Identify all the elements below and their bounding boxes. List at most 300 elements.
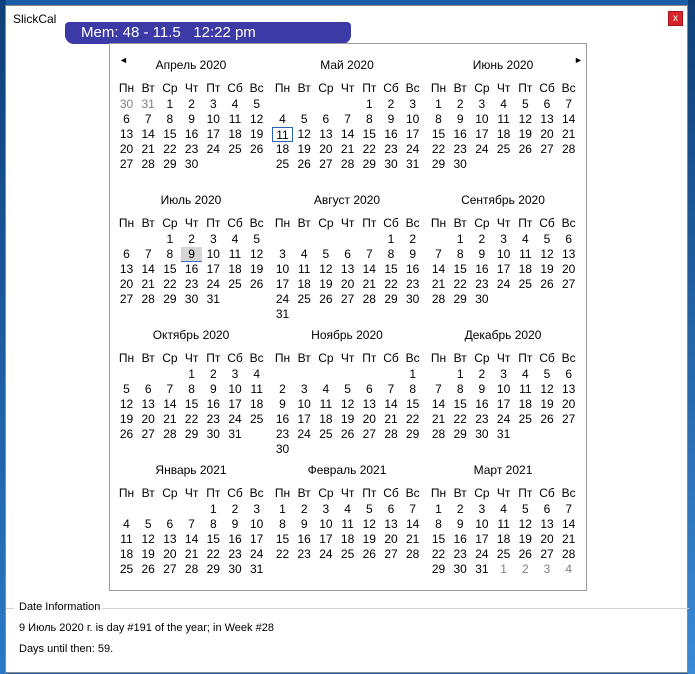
day-cell[interactable]: 28 [562, 142, 576, 156]
day-cell[interactable]: 4 [231, 232, 239, 246]
day-cell[interactable]: 23 [297, 547, 311, 561]
day-cell[interactable]: 26 [319, 292, 333, 306]
day-cell[interactable]: 18 [228, 262, 242, 276]
day-cell[interactable]: 30 [406, 292, 420, 306]
day-cell[interactable]: 29 [453, 292, 467, 306]
day-cell[interactable]: 15 [163, 262, 177, 276]
day-cell[interactable]: 26 [362, 547, 376, 561]
day-cell[interactable]: 2 [231, 502, 239, 516]
day-cell[interactable]: 31 [275, 307, 290, 321]
day-cell[interactable]: 1 [365, 97, 373, 111]
day-cell[interactable]: 10 [406, 112, 420, 126]
day-cell[interactable]: 23 [384, 142, 398, 156]
day-cell[interactable]: 29 [362, 157, 376, 171]
day-cell[interactable]: 15 [453, 397, 467, 411]
day-cell[interactable]: 15 [275, 532, 290, 546]
day-cell[interactable]: 11 [297, 262, 311, 276]
day-cell[interactable]: 14 [431, 397, 446, 411]
day-cell[interactable]: 18 [496, 127, 511, 141]
day-cell[interactable]: 17 [475, 532, 489, 546]
day-cell[interactable]: 29 [184, 427, 199, 441]
day-cell[interactable]: 8 [188, 382, 195, 396]
day-cell[interactable]: 21 [184, 547, 199, 561]
day-cell[interactable]: 15 [384, 262, 398, 276]
day-cell[interactable]: 18 [518, 397, 532, 411]
day-cell[interactable]: 21 [562, 532, 576, 546]
day-cell[interactable]: 13 [119, 127, 134, 141]
day-cell[interactable]: 11 [519, 382, 532, 396]
day-cell[interactable]: 4 [500, 502, 507, 516]
day-cell[interactable]: 22 [384, 277, 398, 291]
day-cell[interactable]: 12 [518, 517, 532, 531]
day-cell[interactable]: 4 [344, 502, 351, 516]
day-cell[interactable]: 22 [453, 277, 467, 291]
day-cell[interactable]: 14 [163, 397, 177, 411]
day-cell[interactable]: 2 [456, 97, 464, 111]
day-cell[interactable]: 26 [250, 142, 264, 156]
day-cell[interactable]: 13 [141, 397, 155, 411]
day-cell[interactable]: 17 [206, 127, 220, 141]
day-cell[interactable]: 19 [518, 532, 532, 546]
day-cell[interactable]: 18 [518, 262, 532, 276]
day-cell[interactable]: 12 [540, 382, 554, 396]
day-cell[interactable]: 5 [521, 502, 529, 516]
day-cell[interactable]: 8 [456, 247, 464, 261]
day-cell[interactable]: 9 [387, 112, 395, 126]
day-cell[interactable]: 8 [435, 112, 442, 126]
day-cell[interactable]: 17 [496, 397, 511, 411]
day-cell[interactable]: 22 [184, 412, 199, 426]
day-cell[interactable]: 2 [456, 502, 464, 516]
day-cell[interactable]: 17 [319, 532, 333, 546]
day-cell[interactable]: 8 [409, 382, 417, 396]
day-cell[interactable]: 16 [406, 262, 420, 276]
day-cell[interactable]: 20 [119, 142, 134, 156]
day-cell[interactable]: 5 [253, 232, 261, 246]
prev-month-arrow-icon[interactable]: ◄ [119, 55, 128, 65]
day-cell[interactable]: 12 [297, 127, 311, 141]
day-cell[interactable]: 22 [163, 277, 177, 291]
day-cell[interactable]: 6 [387, 502, 395, 516]
day-cell[interactable]: 21 [431, 277, 446, 291]
day-cell[interactable]: 19 [250, 262, 264, 276]
day-cell[interactable]: 20 [540, 532, 554, 546]
day-cell[interactable]: 2 [188, 232, 195, 246]
day-cell[interactable]: 27 [119, 157, 134, 171]
day-cell[interactable]: 31 [250, 562, 264, 576]
day-cell[interactable]: 9 [188, 112, 195, 126]
day-cell[interactable]: 1 [435, 97, 442, 111]
day-cell[interactable]: 13 [319, 127, 333, 141]
day-cell[interactable]: 12 [362, 517, 376, 531]
day-cell[interactable]: 4 [253, 367, 261, 381]
day-cell[interactable]: 9 [478, 382, 486, 396]
day-cell[interactable]: 29 [406, 427, 420, 441]
day-cell[interactable]: 16 [206, 397, 220, 411]
day-cell[interactable]: 27 [562, 277, 576, 291]
day-cell[interactable]: 9 [209, 382, 217, 396]
day-cell[interactable]: 6 [322, 112, 330, 126]
day-cell[interactable]: 26 [540, 277, 554, 291]
day-cell[interactable]: 20 [340, 277, 355, 291]
day-cell[interactable]: 31 [228, 427, 242, 441]
day-cell[interactable]: 16 [297, 532, 311, 546]
day-cell[interactable]: 8 [387, 247, 395, 261]
day-cell[interactable]: 18 [496, 532, 511, 546]
day-cell[interactable]: 1 [409, 367, 417, 381]
day-cell[interactable]: 15 [184, 397, 199, 411]
day-cell[interactable]: 3 [300, 382, 308, 396]
day-cell[interactable]: 24 [297, 427, 311, 441]
day-cell[interactable]: 15 [431, 532, 446, 546]
adjacent-month-day-cell[interactable]: 1 [500, 562, 507, 576]
day-cell[interactable]: 3 [478, 97, 486, 111]
day-cell[interactable]: 10 [475, 517, 489, 531]
day-cell[interactable]: 17 [297, 412, 311, 426]
day-cell[interactable]: 17 [496, 262, 511, 276]
day-cell[interactable]: 25 [518, 277, 532, 291]
day-cell[interactable]: 10 [475, 112, 489, 126]
day-cell[interactable]: 23 [453, 547, 467, 561]
day-cell[interactable]: 27 [340, 292, 355, 306]
day-cell[interactable]: 12 [340, 397, 355, 411]
day-cell[interactable]: 2 [300, 502, 308, 516]
day-cell[interactable]: 7 [166, 382, 174, 396]
day-cell[interactable]: 20 [562, 397, 576, 411]
day-cell[interactable]: 17 [406, 127, 420, 141]
day-cell[interactable]: 30 [184, 157, 199, 171]
day-cell[interactable]: 19 [540, 397, 554, 411]
day-cell[interactable]: 17 [475, 127, 489, 141]
day-cell[interactable]: 22 [431, 547, 446, 561]
day-cell[interactable]: 12 [250, 112, 264, 126]
day-cell[interactable]: 2 [209, 367, 217, 381]
day-cell[interactable]: 4 [300, 247, 308, 261]
day-cell[interactable]: 12 [141, 532, 155, 546]
day-cell[interactable]: 7 [144, 112, 152, 126]
day-cell[interactable]: 29 [431, 562, 446, 576]
day-cell[interactable]: 3 [478, 502, 486, 516]
day-cell[interactable]: 8 [279, 517, 286, 531]
day-cell[interactable]: 24 [228, 412, 242, 426]
day-cell[interactable]: 27 [540, 142, 554, 156]
day-cell[interactable]: 20 [384, 532, 398, 546]
adjacent-month-day-cell[interactable]: 30 [119, 97, 134, 111]
day-cell[interactable]: 21 [141, 277, 155, 291]
day-cell[interactable]: 21 [431, 412, 446, 426]
day-cell[interactable]: 15 [453, 262, 467, 276]
day-cell[interactable]: 23 [475, 412, 489, 426]
day-cell[interactable]: 19 [319, 277, 333, 291]
day-cell[interactable]: 1 [456, 232, 464, 246]
day-cell[interactable]: 22 [453, 412, 467, 426]
day-cell[interactable]: 24 [475, 547, 489, 561]
day-cell[interactable]: 12 [119, 397, 134, 411]
day-cell[interactable]: 21 [163, 412, 177, 426]
day-cell[interactable]: 6 [144, 382, 152, 396]
day-cell[interactable]: 26 [250, 277, 264, 291]
day-cell[interactable]: 13 [119, 262, 134, 276]
adjacent-month-day-cell[interactable]: 4 [565, 562, 573, 576]
day-cell[interactable]: 20 [163, 547, 177, 561]
day-cell[interactable]: 9 [231, 517, 239, 531]
day-cell[interactable]: 14 [562, 517, 576, 531]
day-cell[interactable]: 23 [453, 142, 467, 156]
day-cell[interactable]: 25 [496, 547, 511, 561]
day-cell[interactable]: 10 [496, 382, 511, 396]
day-cell[interactable]: 28 [384, 427, 398, 441]
day-cell[interactable]: 16 [384, 127, 398, 141]
day-cell[interactable]: 14 [184, 532, 199, 546]
day-cell[interactable]: 30 [275, 442, 290, 456]
day-cell[interactable]: 30 [206, 427, 220, 441]
day-cell[interactable]: 1 [435, 502, 442, 516]
day-cell[interactable]: 30 [184, 292, 199, 306]
day-cell[interactable]: 7 [565, 502, 573, 516]
day-cell[interactable]: 6 [543, 97, 551, 111]
day-cell[interactable]: 25 [340, 547, 355, 561]
day-cell[interactable]: 26 [141, 562, 155, 576]
day-cell[interactable]: 26 [119, 427, 134, 441]
day-cell[interactable]: 13 [340, 262, 355, 276]
day-cell[interactable]: 18 [275, 142, 290, 156]
day-cell[interactable]: 28 [562, 547, 576, 561]
day-cell[interactable]: 13 [540, 112, 554, 126]
day-cell[interactable]: 25 [275, 157, 290, 171]
day-cell[interactable]: 28 [406, 547, 420, 561]
day-cell[interactable]: 16 [475, 262, 489, 276]
day-cell[interactable]: 23 [406, 277, 420, 291]
day-cell[interactable]: 20 [141, 412, 155, 426]
day-cell[interactable]: 5 [365, 502, 373, 516]
day-cell[interactable]: 11 [341, 517, 354, 531]
day-cell[interactable]: 14 [431, 262, 446, 276]
day-cell[interactable]: 11 [497, 112, 510, 126]
day-cell[interactable]: 4 [500, 97, 507, 111]
day-cell[interactable]: 6 [344, 247, 351, 261]
day-cell[interactable]: 3 [500, 232, 507, 246]
day-cell[interactable]: 30 [453, 562, 467, 576]
day-cell[interactable]: 14 [141, 127, 155, 141]
day-cell[interactable]: 27 [362, 427, 376, 441]
day-cell[interactable]: 12 [250, 247, 264, 261]
day-cell[interactable]: 7 [387, 382, 395, 396]
day-cell[interactable]: 3 [253, 502, 261, 516]
day-cell[interactable]: 10 [206, 112, 220, 126]
day-cell[interactable]: 10 [297, 397, 311, 411]
day-cell[interactable]: 6 [123, 247, 130, 261]
day-cell[interactable]: 21 [406, 532, 420, 546]
day-cell[interactable]: 4 [521, 232, 529, 246]
day-cell[interactable]: 24 [475, 142, 489, 156]
day-cell[interactable]: 9 [456, 112, 464, 126]
day-cell[interactable]: 9 [456, 517, 464, 531]
day-cell[interactable]: 17 [228, 397, 242, 411]
day-cell[interactable]: 12 [540, 247, 554, 261]
day-cell[interactable]: 21 [340, 142, 355, 156]
day-cell[interactable]: 18 [250, 397, 264, 411]
day-cell[interactable]: 7 [365, 247, 373, 261]
day-cell[interactable]: 14 [340, 127, 355, 141]
day-cell[interactable]: 10 [250, 517, 264, 531]
day-cell[interactable]: 14 [141, 262, 155, 276]
day-cell[interactable]: 7 [188, 517, 195, 531]
day-cell[interactable]: 20 [540, 127, 554, 141]
day-cell[interactable]: 9 [279, 397, 286, 411]
day-cell[interactable]: 2 [478, 367, 486, 381]
day-cell[interactable]: 15 [431, 127, 446, 141]
day-cell[interactable]: 16 [275, 412, 290, 426]
day-cell[interactable]: 14 [384, 397, 398, 411]
day-cell[interactable]: 19 [540, 262, 554, 276]
day-cell[interactable]: 8 [456, 382, 464, 396]
day-cell[interactable]: 25 [228, 142, 242, 156]
day-cell[interactable]: 21 [562, 127, 576, 141]
day-cell[interactable]: 1 [166, 232, 174, 246]
day-cell[interactable]: 14 [362, 262, 376, 276]
day-cell[interactable]: 15 [206, 532, 220, 546]
day-cell[interactable]: 6 [565, 232, 573, 246]
adjacent-month-day-cell[interactable]: 31 [141, 97, 155, 111]
day-cell[interactable]: 12 [518, 112, 532, 126]
day-cell[interactable]: 18 [319, 412, 333, 426]
day-cell[interactable]: 6 [565, 367, 573, 381]
day-cell[interactable]: 31 [406, 157, 420, 171]
day-cell[interactable]: 16 [453, 532, 467, 546]
day-cell[interactable]: 24 [250, 547, 264, 561]
day-cell[interactable]: 27 [141, 427, 155, 441]
day-cell[interactable]: 3 [231, 367, 239, 381]
day-cell[interactable]: 3 [322, 502, 330, 516]
day-cell[interactable]: 24 [406, 142, 420, 156]
day-cell[interactable]: 22 [206, 547, 220, 561]
day-cell[interactable]: 30 [475, 292, 489, 306]
day-cell[interactable]: 5 [521, 97, 529, 111]
day-cell[interactable]: 1 [387, 232, 395, 246]
day-cell[interactable]: 30 [228, 562, 242, 576]
day-cell[interactable]: 4 [279, 112, 286, 126]
day-cell[interactable]: 4 [231, 97, 239, 111]
day-cell[interactable]: 25 [297, 292, 311, 306]
day-cell[interactable]: 10 [319, 517, 333, 531]
day-cell[interactable]: 5 [144, 517, 152, 531]
day-cell[interactable]: 17 [206, 262, 220, 276]
day-cell[interactable]: 20 [119, 277, 134, 291]
day-cell[interactable]: 23 [184, 277, 199, 291]
day-cell[interactable]: 13 [540, 517, 554, 531]
day-cell[interactable]: 30 [475, 427, 489, 441]
day-cell[interactable]: 29 [384, 292, 398, 306]
day-cell[interactable]: 2 [387, 97, 395, 111]
day-cell[interactable]: 27 [163, 562, 177, 576]
day-cell[interactable]: 28 [431, 427, 446, 441]
day-cell[interactable]: 31 [496, 427, 511, 441]
day-cell[interactable]: 5 [123, 382, 130, 396]
day-cell[interactable]: 22 [406, 412, 420, 426]
day-cell[interactable]: 7 [409, 502, 417, 516]
day-cell[interactable]: 16 [228, 532, 242, 546]
day-cell[interactable]: 5 [344, 382, 351, 396]
day-cell[interactable]: 1 [209, 502, 217, 516]
adjacent-month-day-cell[interactable]: 3 [543, 562, 551, 576]
day-cell[interactable]: 19 [119, 412, 134, 426]
day-cell[interactable]: 24 [206, 277, 220, 291]
day-cell[interactable]: 30 [453, 157, 467, 171]
day-cell[interactable]: 28 [163, 427, 177, 441]
day-cell[interactable]: 18 [340, 532, 355, 546]
day-cell[interactable]: 29 [206, 562, 220, 576]
day-cell[interactable]: 8 [435, 517, 442, 531]
day-cell[interactable]: 15 [163, 127, 177, 141]
day-cell[interactable]: 23 [206, 412, 220, 426]
day-cell[interactable]: 11 [497, 517, 510, 531]
day-cell[interactable]: 1 [279, 502, 286, 516]
day-cell[interactable]: 7 [565, 97, 573, 111]
day-cell[interactable]: 22 [275, 547, 290, 561]
day-cell[interactable]: 9 [478, 247, 486, 261]
day-cell[interactable]: 5 [322, 247, 330, 261]
day-cell[interactable]: 1 [456, 367, 464, 381]
day-cell[interactable]: 9 [300, 517, 308, 531]
day-cell[interactable]: 10 [275, 262, 290, 276]
day-cell[interactable]: 28 [340, 157, 355, 171]
day-cell[interactable]: 10 [206, 247, 220, 261]
day-cell[interactable]: 3 [209, 97, 217, 111]
day-cell[interactable]: 25 [250, 412, 264, 426]
day-cell[interactable]: 3 [409, 97, 417, 111]
day-cell[interactable]: 7 [435, 382, 442, 396]
day-cell[interactable]: 28 [141, 157, 155, 171]
day-cell[interactable]: 2 [409, 232, 417, 246]
day-cell[interactable]: 12 [319, 262, 333, 276]
day-cell[interactable]: 8 [209, 517, 217, 531]
day-cell[interactable]: 20 [562, 262, 576, 276]
day-cell[interactable]: 13 [562, 382, 576, 396]
day-cell[interactable]: 14 [406, 517, 420, 531]
day-cell[interactable]: 28 [362, 292, 376, 306]
day-cell[interactable]: 2 [478, 232, 486, 246]
day-cell[interactable]: 27 [384, 547, 398, 561]
day-cell[interactable]: 4 [322, 382, 330, 396]
day-cell[interactable]: 17 [275, 277, 290, 291]
day-cell[interactable]: 25 [228, 277, 242, 291]
day-cell[interactable]: 16 [184, 127, 199, 141]
day-cell[interactable]: 22 [362, 142, 376, 156]
day-cell[interactable]: 24 [496, 412, 511, 426]
day-cell[interactable]: 13 [362, 397, 376, 411]
day-cell[interactable]: 29 [431, 157, 446, 171]
day-cell[interactable]: 6 [365, 382, 373, 396]
day-cell[interactable]: 9 [181, 247, 202, 262]
day-cell[interactable]: 15 [362, 127, 376, 141]
day-cell[interactable]: 24 [275, 292, 290, 306]
day-cell[interactable]: 31 [475, 562, 489, 576]
day-cell[interactable]: 17 [250, 532, 264, 546]
day-cell[interactable]: 25 [518, 412, 532, 426]
day-cell[interactable]: 24 [319, 547, 333, 561]
day-cell[interactable]: 8 [166, 247, 174, 261]
day-cell[interactable]: 6 [166, 517, 174, 531]
day-cell[interactable]: 16 [475, 397, 489, 411]
day-cell[interactable]: 18 [228, 127, 242, 141]
day-cell[interactable]: 5 [300, 112, 308, 126]
day-cell[interactable]: 3 [209, 232, 217, 246]
day-cell[interactable]: 21 [141, 142, 155, 156]
day-cell[interactable]: 16 [453, 127, 467, 141]
day-cell[interactable]: 14 [562, 112, 576, 126]
day-cell[interactable]: 27 [562, 412, 576, 426]
day-cell[interactable]: 2 [188, 97, 195, 111]
